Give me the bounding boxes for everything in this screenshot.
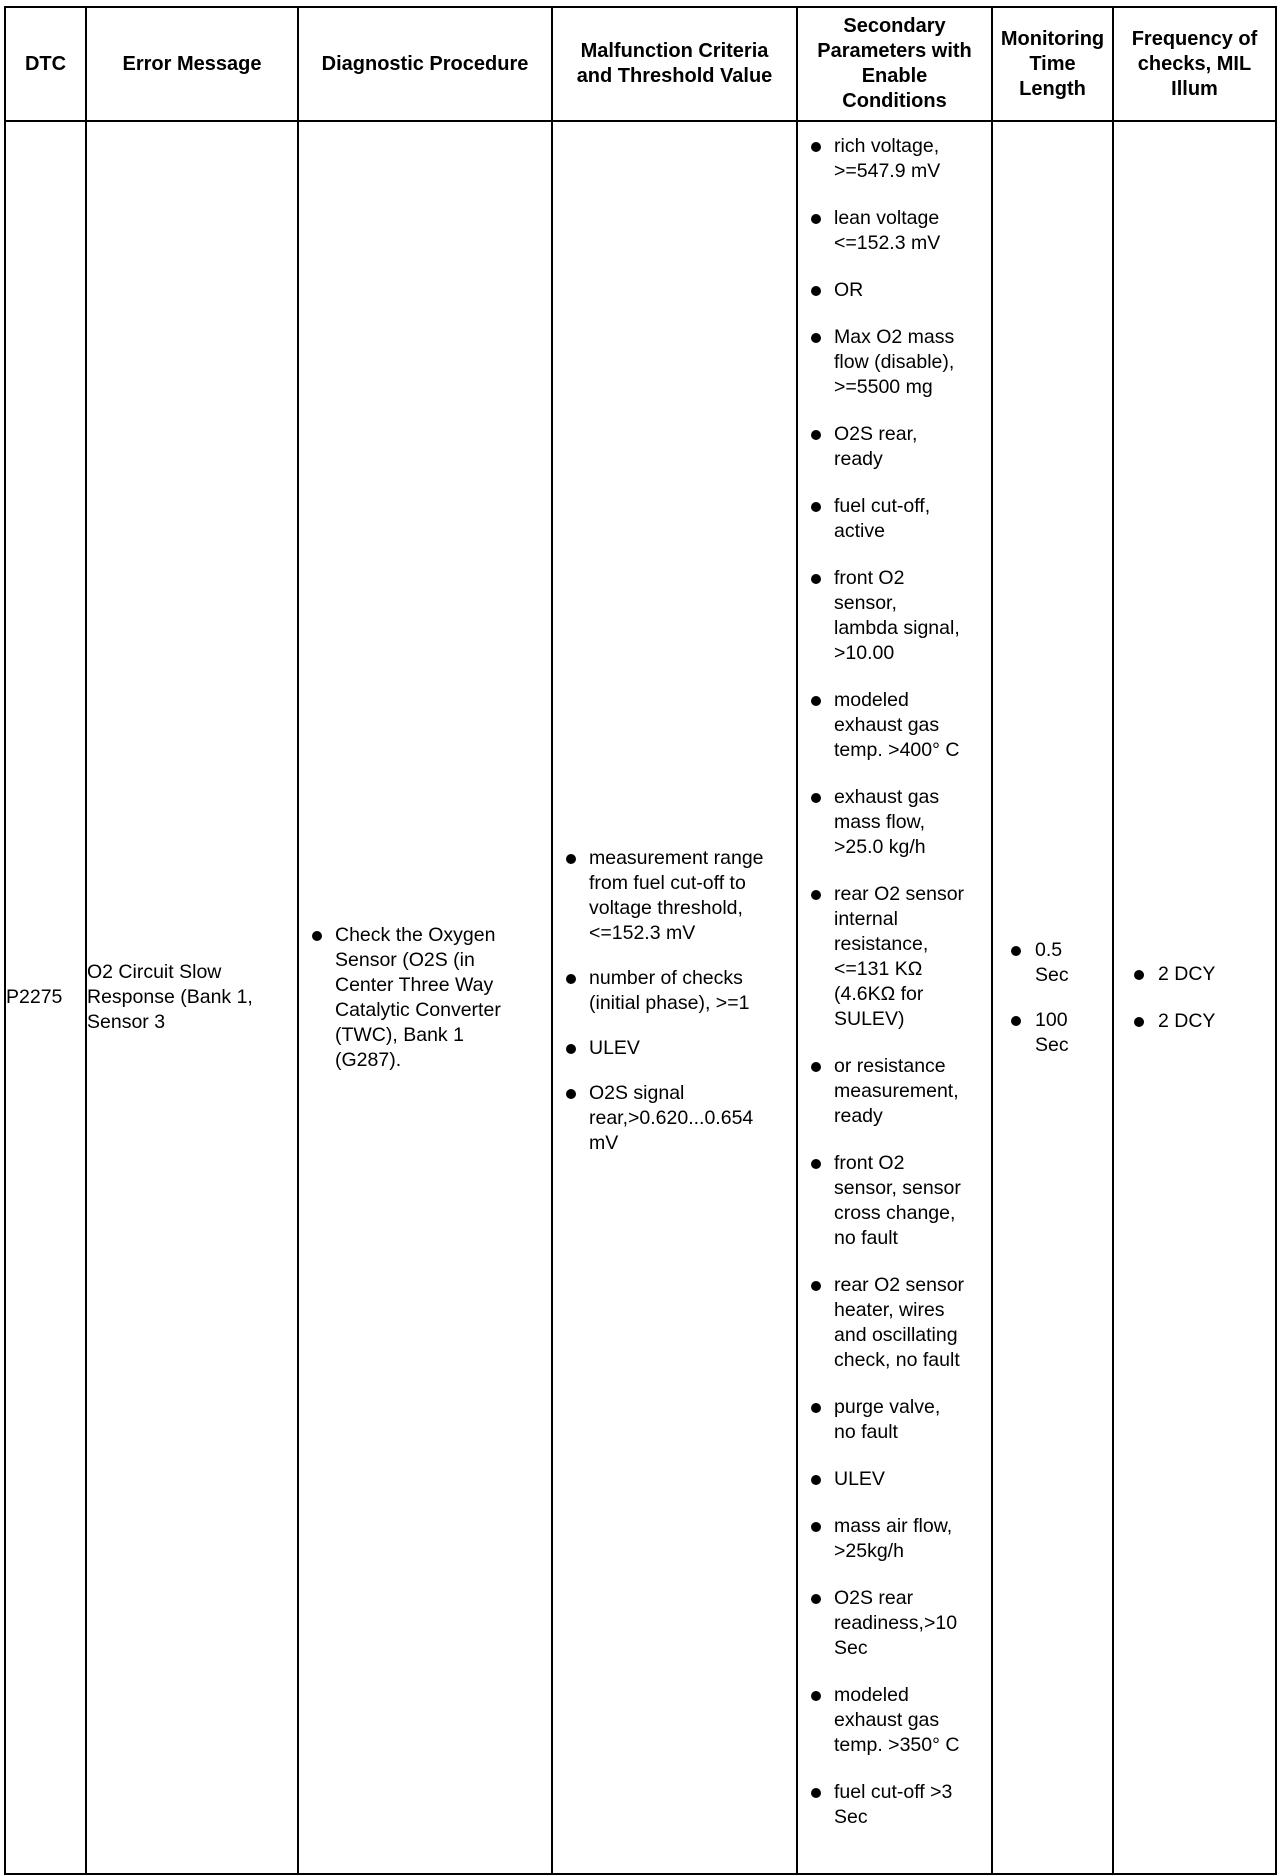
list-item [553,1081,796,1156]
text-line: O2S rear, [834,423,918,445]
text-line: front O2 [834,567,905,589]
text-line: voltage threshold, [589,896,743,919]
text-line: rich voltage, [834,135,940,157]
text-line: >10.00 [834,642,895,664]
text-line: resistance, [834,933,929,955]
text-line: exhaust gas [834,714,940,736]
text-line: measurement, [834,1080,959,1102]
header-line: Conditions [842,90,947,112]
dtc-table [4,6,1277,1875]
text-line: Sec [834,1806,868,1828]
text-line: ready [834,448,883,470]
list-item [798,785,987,860]
header-line: checks, MIL [1137,52,1252,75]
text-line: mV [589,1131,619,1154]
text-line: (4.6KΩ for [834,983,924,1005]
secondary-parameters-cell [797,121,992,1874]
error-message-text [87,960,297,1035]
list-item [798,1151,987,1251]
list-item [798,1683,987,1758]
text-line: modeled [834,1684,909,1706]
text-line: sensor, sensor [834,1177,961,1199]
text-line: Center Three Way [335,973,494,996]
header-frequency [1113,7,1276,121]
list-item [553,846,796,946]
text-line: >25.0 kg/h [834,836,926,858]
text-line: cross change, [834,1202,956,1224]
header-malfunction-criteria [552,7,797,121]
header-line: Length [1019,77,1086,100]
text-line: Max O2 mass [834,326,955,348]
list-item [553,966,796,1016]
text-line: (initial phase), >=1 [589,991,750,1014]
monitoring-time-cell [992,121,1113,1874]
text-line: 2 DCY [1158,962,1216,985]
header-diagnostic-procedure: Diagnostic Procedure [298,7,552,121]
text-line: mass flow, [834,811,926,833]
text-line: or resistance [834,1055,946,1077]
header-secondary-parameters [797,7,992,121]
text-line: Response (Bank 1, [87,986,253,1008]
text-line: purge valve, [834,1396,941,1418]
text-line: modeled [834,689,909,711]
text-line: O2 Circuit Slow [87,961,222,983]
list-item [553,1036,796,1061]
secondary-parameters-list [798,134,987,1852]
header-line: Time [1029,52,1076,75]
text-line: >=547.9 mV [834,160,941,182]
text-line: <=152.3 mV [589,921,696,944]
list-item [993,938,1112,988]
list-item [798,206,987,256]
diagnostic-procedure-list [299,923,551,1073]
text-line: rear O2 sensor [834,883,965,905]
malfunction-criteria-cell [552,121,797,1874]
list-item [993,1008,1112,1058]
text-line: from fuel cut-off to [589,871,746,894]
header-line: and Threshold Value [576,65,773,87]
list-item [798,1467,987,1492]
text-line: exhaust gas [834,786,940,808]
text-line: sensor, [834,592,897,614]
text-line: <=152.3 mV [834,232,941,254]
list-item [798,494,987,544]
text-line: temp. >350° C [834,1734,960,1756]
text-line: no fault [834,1227,898,1249]
text-line: Catalytic Converter [335,998,501,1021]
text-line: Sec [1035,1033,1069,1056]
text-line: Sensor 3 [87,1011,166,1033]
list-item [798,1780,987,1830]
header-line: Illum [1171,77,1218,100]
list-item [798,882,987,1032]
text-line: exhaust gas [834,1709,940,1731]
text-line: check, no fault [834,1349,960,1371]
text-line: flow (disable), [834,351,955,373]
header-line: Secondary [843,15,946,37]
list-item [798,422,987,472]
list-item [798,1514,987,1564]
text-line: >=5500 mg [834,376,933,398]
text-line: >25kg/h [834,1540,904,1562]
list-item [798,688,987,763]
dtc-code-cell: P2275 [5,121,86,1874]
list-item [299,923,551,1073]
malfunction-criteria-list [553,846,796,1156]
text-line: front O2 [834,1152,905,1174]
text-line: OR [834,279,864,301]
text-line: O2S signal [589,1081,685,1104]
text-line: mass air flow, [834,1515,953,1537]
text-line: internal [834,908,898,930]
text-line: Check the Oxygen [335,923,496,946]
text-line: measurement range [589,846,764,869]
list-item [798,325,987,400]
text-line: heater, wires [834,1299,945,1321]
text-line: Sensor (O2S (in [335,948,475,971]
list-item [798,278,987,303]
header-monitoring-time [992,7,1113,121]
error-message-cell [86,121,298,1874]
table-row [5,121,1276,1874]
text-line: ready [834,1105,883,1127]
text-line: no fault [834,1421,898,1443]
text-line: fuel cut-off >3 [834,1781,953,1803]
list-item [798,1054,987,1129]
text-line: lambda signal, [834,617,960,639]
text-line: O2S rear [834,1587,914,1609]
text-line: number of checks [589,966,743,989]
text-line: lean voltage [834,207,940,229]
text-line: rear,>0.620...0.654 [589,1106,754,1129]
text-line: active [834,520,885,542]
list-item [798,1586,987,1661]
text-line: (G287). [335,1048,402,1071]
list-item [798,566,987,666]
monitoring-time-list [993,938,1112,1058]
text-line: 2 DCY [1158,1009,1216,1032]
diagnostic-procedure-cell [298,121,552,1874]
header-dtc: DTC [5,7,86,121]
header-line: Frequency of [1131,27,1258,50]
list-item [1114,1009,1275,1034]
text-line: Sec [834,1637,868,1659]
text-line: 100 [1035,1008,1068,1031]
header-line: Enable [861,65,928,87]
list-item [798,1273,987,1373]
header-error-message: Error Message [86,7,298,121]
text-line: Sec [1035,963,1069,986]
text-line: ULEV [589,1036,640,1059]
text-line: <=131 KΩ [834,958,923,980]
header-line: Monitoring [1000,27,1105,50]
text-line: readiness,>10 [834,1612,958,1634]
text-line: rear O2 sensor [834,1274,965,1296]
text-line: SULEV) [834,1008,905,1030]
frequency-cell [1113,121,1276,1874]
text-line: and oscillating [834,1324,958,1346]
list-item [798,134,987,184]
list-item [798,1395,987,1445]
text-line: 0.5 [1035,938,1063,961]
header-line: Malfunction Criteria [580,40,769,62]
text-line: temp. >400° C [834,739,960,761]
text-line: ULEV [834,1468,885,1490]
text-line: (TWC), Bank 1 [335,1023,464,1046]
list-item [1114,962,1275,987]
header-row [5,7,1276,121]
header-line: Parameters with [817,40,972,62]
text-line: fuel cut-off, [834,495,931,517]
frequency-list [1114,962,1275,1034]
